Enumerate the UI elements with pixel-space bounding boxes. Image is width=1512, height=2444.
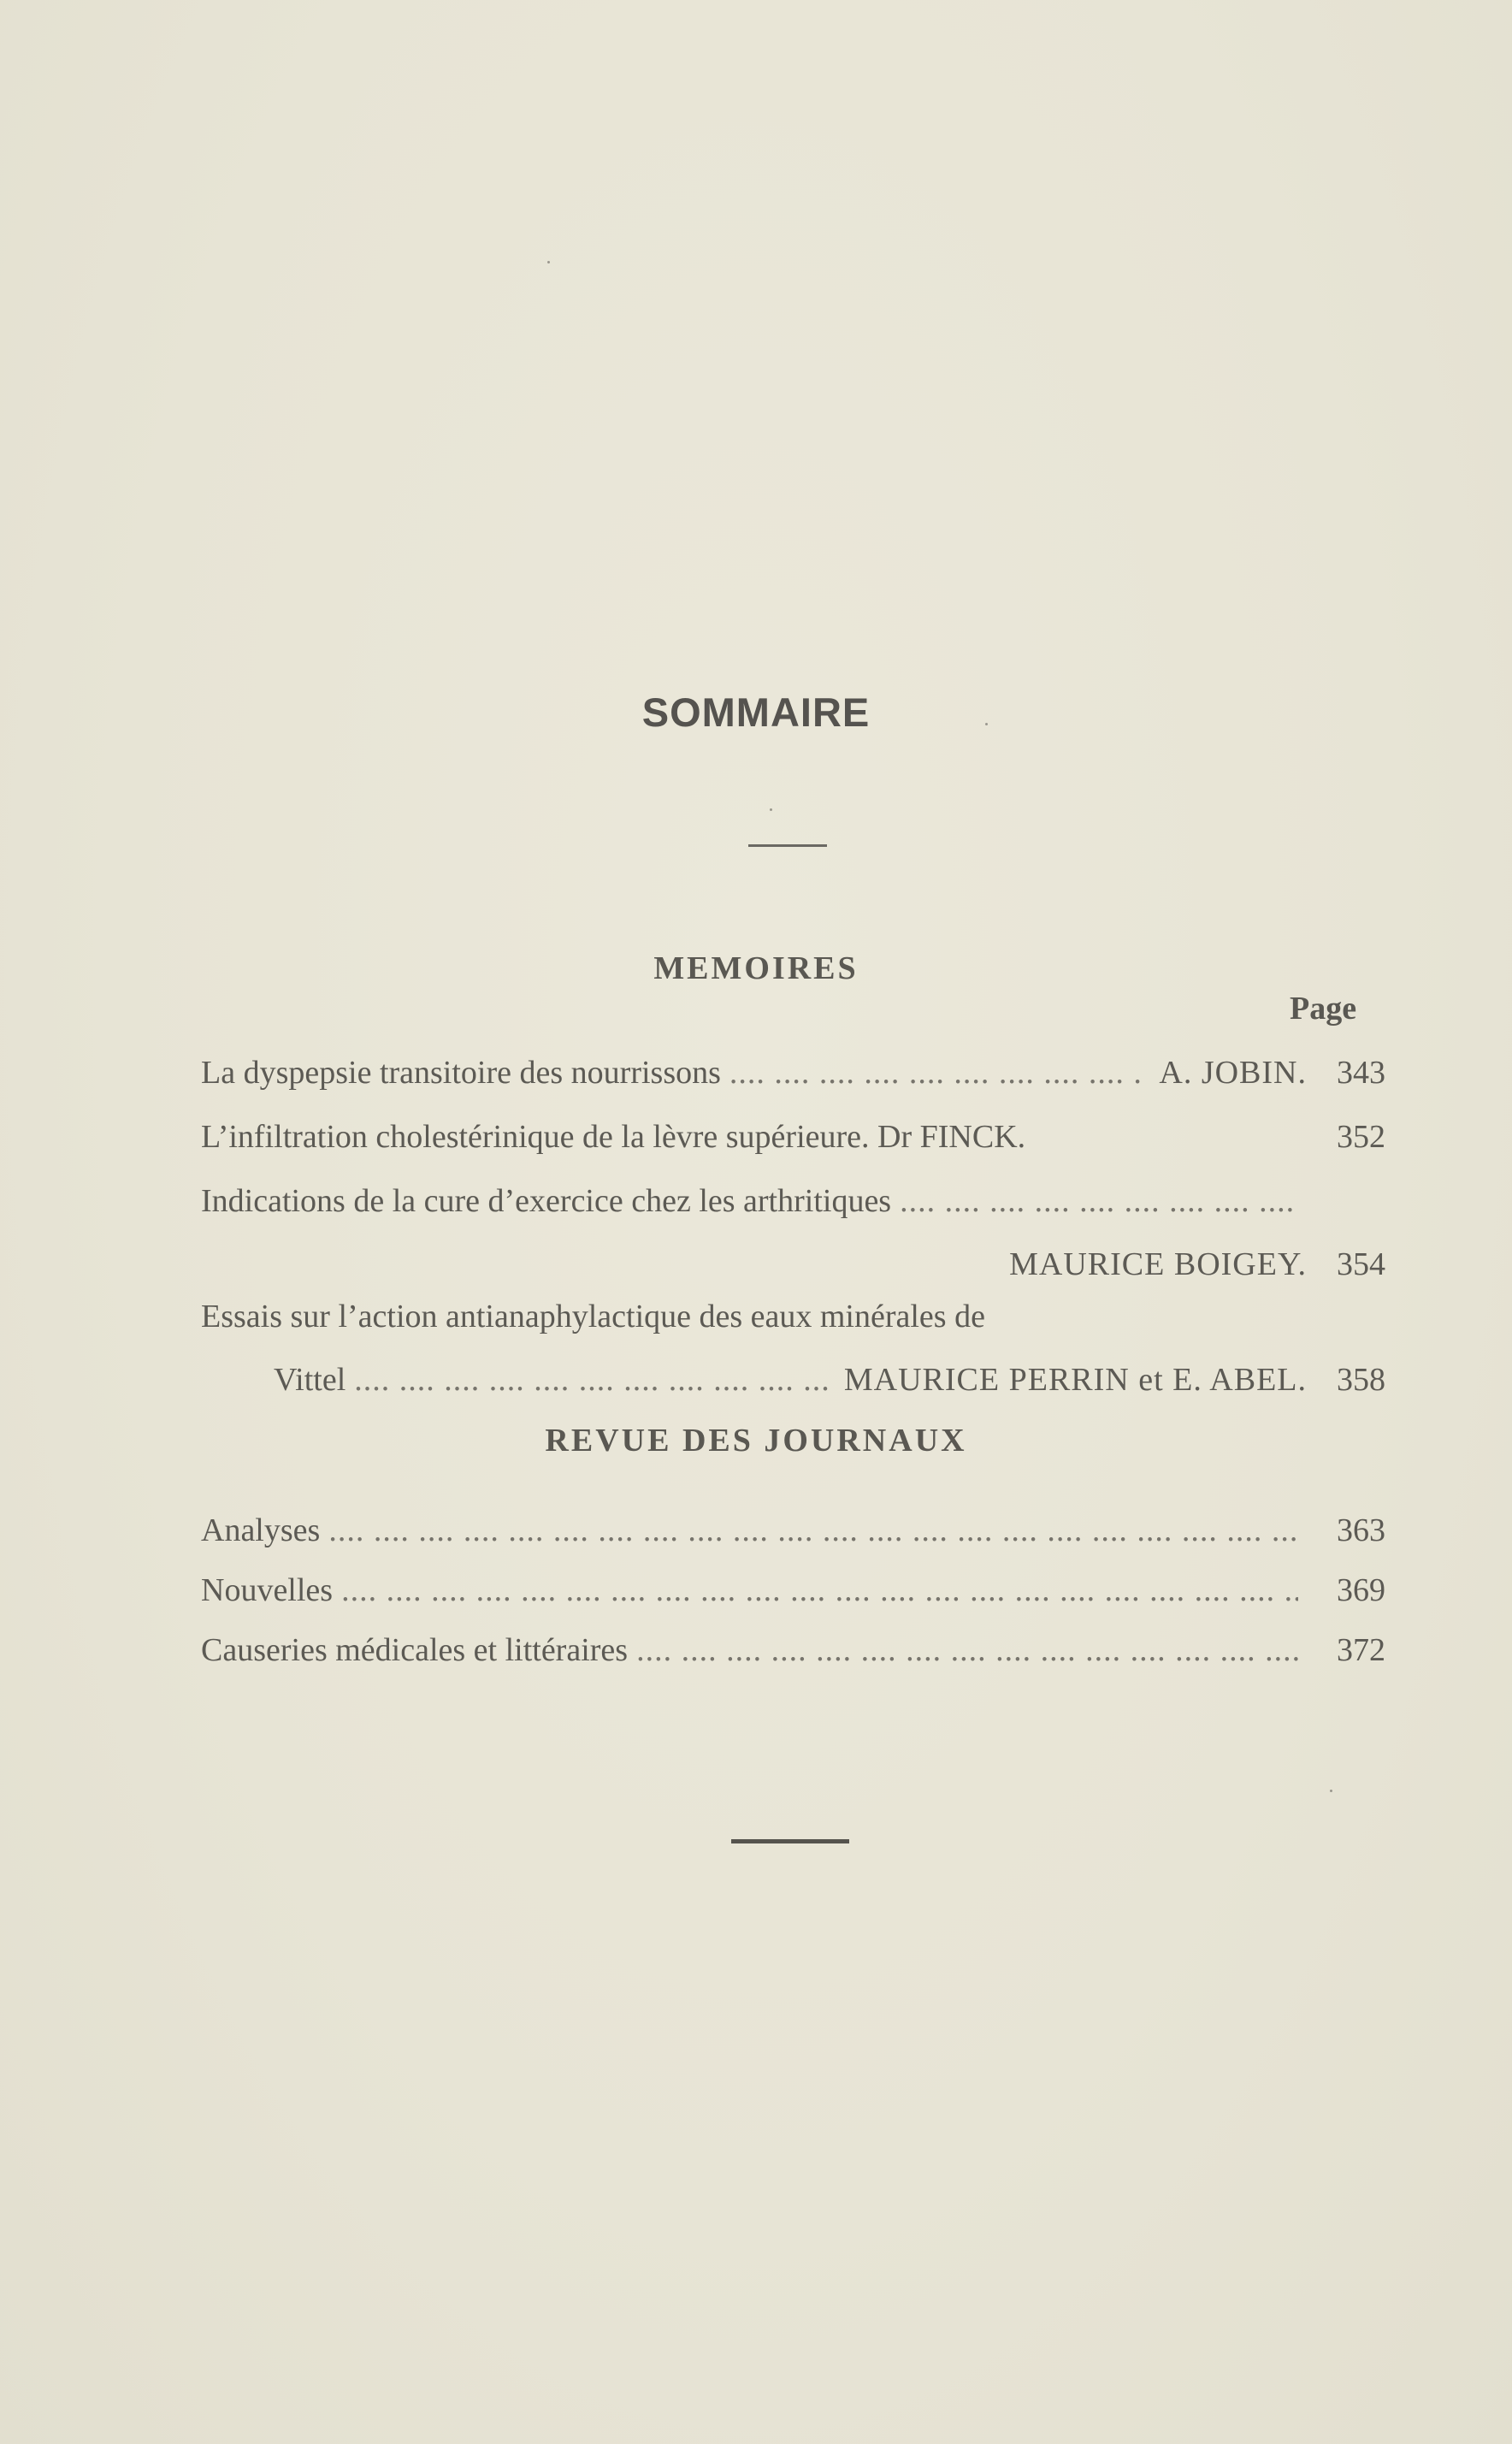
entry-page-number: 352	[1337, 1119, 1385, 1155]
entry-page-number: 369	[1337, 1572, 1385, 1608]
section-heading-memoires: MEMOIRES	[653, 950, 859, 986]
entry-title-line2: Vittel	[274, 1362, 346, 1398]
entry-page-number: 358	[1337, 1362, 1385, 1398]
paper-speck	[1330, 1790, 1332, 1792]
entry-page-number: 363	[1337, 1512, 1385, 1548]
entry-title: La dyspepsie transitoire des nourrissons	[201, 1055, 721, 1091]
entry-title-line1: Essais sur l’action antianaphylactique des eaux minérales de	[201, 1299, 985, 1334]
toc-entry	[201, 1630, 1385, 1693]
toc-entry	[201, 1052, 1385, 1115]
toc-entry	[201, 1181, 1385, 1307]
dot-leader	[328, 1510, 1298, 1551]
entry-title: Nouvelles	[201, 1572, 334, 1608]
toc-entry	[201, 1296, 1385, 1423]
dot-leader	[636, 1630, 1298, 1671]
toc-entry	[201, 1510, 1385, 1573]
toc-entry	[201, 1116, 1385, 1180]
dot-leader	[354, 1359, 829, 1400]
entry-page-number: 354	[1337, 1246, 1385, 1282]
paper-speck	[547, 261, 550, 263]
section-heading-revue: REVUE DES JOURNAUX	[545, 1423, 967, 1459]
entry-title: Indications de la cure d’exercice chez les arthritiques	[201, 1183, 892, 1219]
entry-author: MAURICE BOIGEY.	[1009, 1246, 1307, 1282]
entry-author: A. JOBIN.	[1159, 1055, 1307, 1091]
pages-column-label: Page	[1290, 991, 1357, 1027]
bottom-divider	[731, 1839, 849, 1843]
paper-speck	[770, 808, 772, 811]
dot-leader	[900, 1181, 1298, 1222]
entry-page-number: 343	[1337, 1055, 1385, 1091]
entry-author: MAURICE PERRIN et E. ABEL.	[843, 1362, 1307, 1398]
entry-page-number: 372	[1337, 1632, 1385, 1668]
entry-title: Analyses	[201, 1512, 321, 1548]
dot-leader	[729, 1052, 1143, 1093]
toc-entry	[201, 1570, 1385, 1633]
page-title: SOMMAIRE	[641, 689, 871, 735]
title-divider	[748, 844, 827, 847]
entry-title: Causeries médicales et littéraires	[201, 1632, 629, 1668]
entry-title: L’infiltration cholestérinique de la lèvre supérieure. Dr FINCK.	[201, 1119, 1026, 1155]
dot-leader	[341, 1570, 1298, 1611]
